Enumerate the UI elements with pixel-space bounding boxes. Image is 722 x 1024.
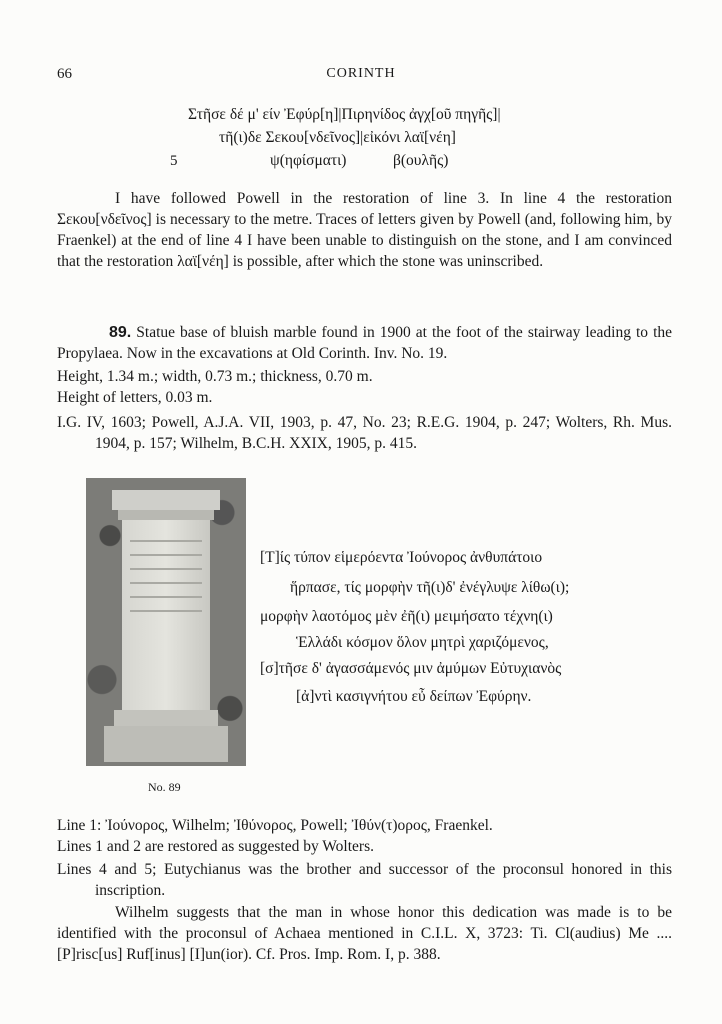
inscription-88-line-4: τῆ(ι)δε Σεκου[νδεῖνος]|εἰκόνι λαϊ[νέη] bbox=[219, 129, 456, 146]
inscription-89-line-4: Ἑλλάδι κόσμον ὅλον μητρὶ χαριζόμενος, bbox=[296, 634, 549, 651]
inscription-88-line-3: Στῆσε δέ μ' είν Ἐφύρ[η]|Πιρηνίδος ἀγχ[οῦ πηγῆς]| bbox=[188, 106, 501, 123]
inscription-89-line-2: ἥρπασε, τίς μορφὴν τῆ(ι)δ' ἐνέγλυψε λίθω(ι); bbox=[290, 579, 570, 596]
inscription-89-line-3: μορφὴν λαοτόμος μὲν ἐῆ(ι) μειμήσατο τέχνη(ι) bbox=[260, 608, 553, 625]
running-head: CORINTH bbox=[326, 66, 396, 81]
figure-caption: No. 89 bbox=[148, 780, 181, 794]
note-wilhelm bbox=[57, 902, 672, 965]
entry-89-description bbox=[57, 322, 672, 364]
inscription-89-line-1: [Τ]ίς τύπον εἱμερόεντα Ἰούνορος ἀνθυπάτοιο bbox=[260, 549, 543, 566]
note-lines-1-2: Lines 1 and 2 are restored as suggested by Wolters. bbox=[57, 838, 374, 855]
statue-base-photo bbox=[86, 478, 246, 766]
note-line-1: Line 1: Ἰούνορος, Wilhelm; Ἰθύνορος, Powell; Ἰθύν(τ)ορος, Fraenkel. bbox=[57, 817, 493, 834]
inscription-89-line-5: [σ]τῆσε δ' ἀγασσάμενός μιν ἀμύμων Εὐτυχιανὸς bbox=[260, 660, 562, 677]
entry-89-bibliography: I.G. IV, 1603; Powell, A.J.A. VII, 1903, p. 47, No. 23; R.E.G. 1904, p. 247; Wolters, Rh. Mus. 1904, p. 157; Wilhelm, B.C.H. XXIX, 1905, p. 415. bbox=[57, 414, 672, 452]
page-number: 66 bbox=[57, 66, 72, 82]
commentary-88-text: I have followed Powell in the restoration of line 3. In line 4 the restoration Σεκου[νδεῖνος] is necessary to the metre. Traces of letters given by Powell (and, following him, by Fraenkel) at the end of line 4 I have been unable to distinguish on the stone, and I am convinced that the restoration λαϊ[νέη] is possible, after which the stone was uninscribed. bbox=[57, 190, 672, 270]
entry-89-number: 89. bbox=[109, 324, 132, 341]
note-wilhelm-text: Wilhelm suggests that the man in whose honor this dedication was made is to be identified with the proconsul of Achaea mentioned in C.I.L. X, 3723: Ti. Cl(audius) Me .... [P]risc[us] Ruf[inus] [I]un(ior). Cf. Pros. Imp. Rom. I, p. 388. bbox=[57, 904, 672, 963]
entry-89-dimensions: Height, 1.34 m.; width, 0.73 m.; thickness, 0.70 m. bbox=[57, 368, 373, 385]
note-lines-4-5: Lines 4 and 5; Eutychianus was the brother and successor of the proconsul honored in this inscription. bbox=[57, 861, 672, 899]
inscription-89-line-6: [ἀ]ντὶ κασιγνήτου εὖ δείπων Ἐφύρην. bbox=[296, 688, 532, 705]
entry-89-letter-height: Height of letters, 0.03 m. bbox=[57, 389, 213, 406]
commentary-88 bbox=[57, 188, 672, 272]
inscription-88-line-number: 5 bbox=[170, 153, 178, 169]
inscription-88-line-5a: ψ(ηφίσματι) bbox=[270, 152, 347, 169]
entry-89-description-text: Statue base of bluish marble found in 1900 at the foot of the stairway leading to the Propylaea. Now in the excavations at Old Corinth. Inv. No. 19. bbox=[57, 324, 673, 362]
inscription-88-line-5b: β(ουλῆς) bbox=[393, 152, 449, 169]
